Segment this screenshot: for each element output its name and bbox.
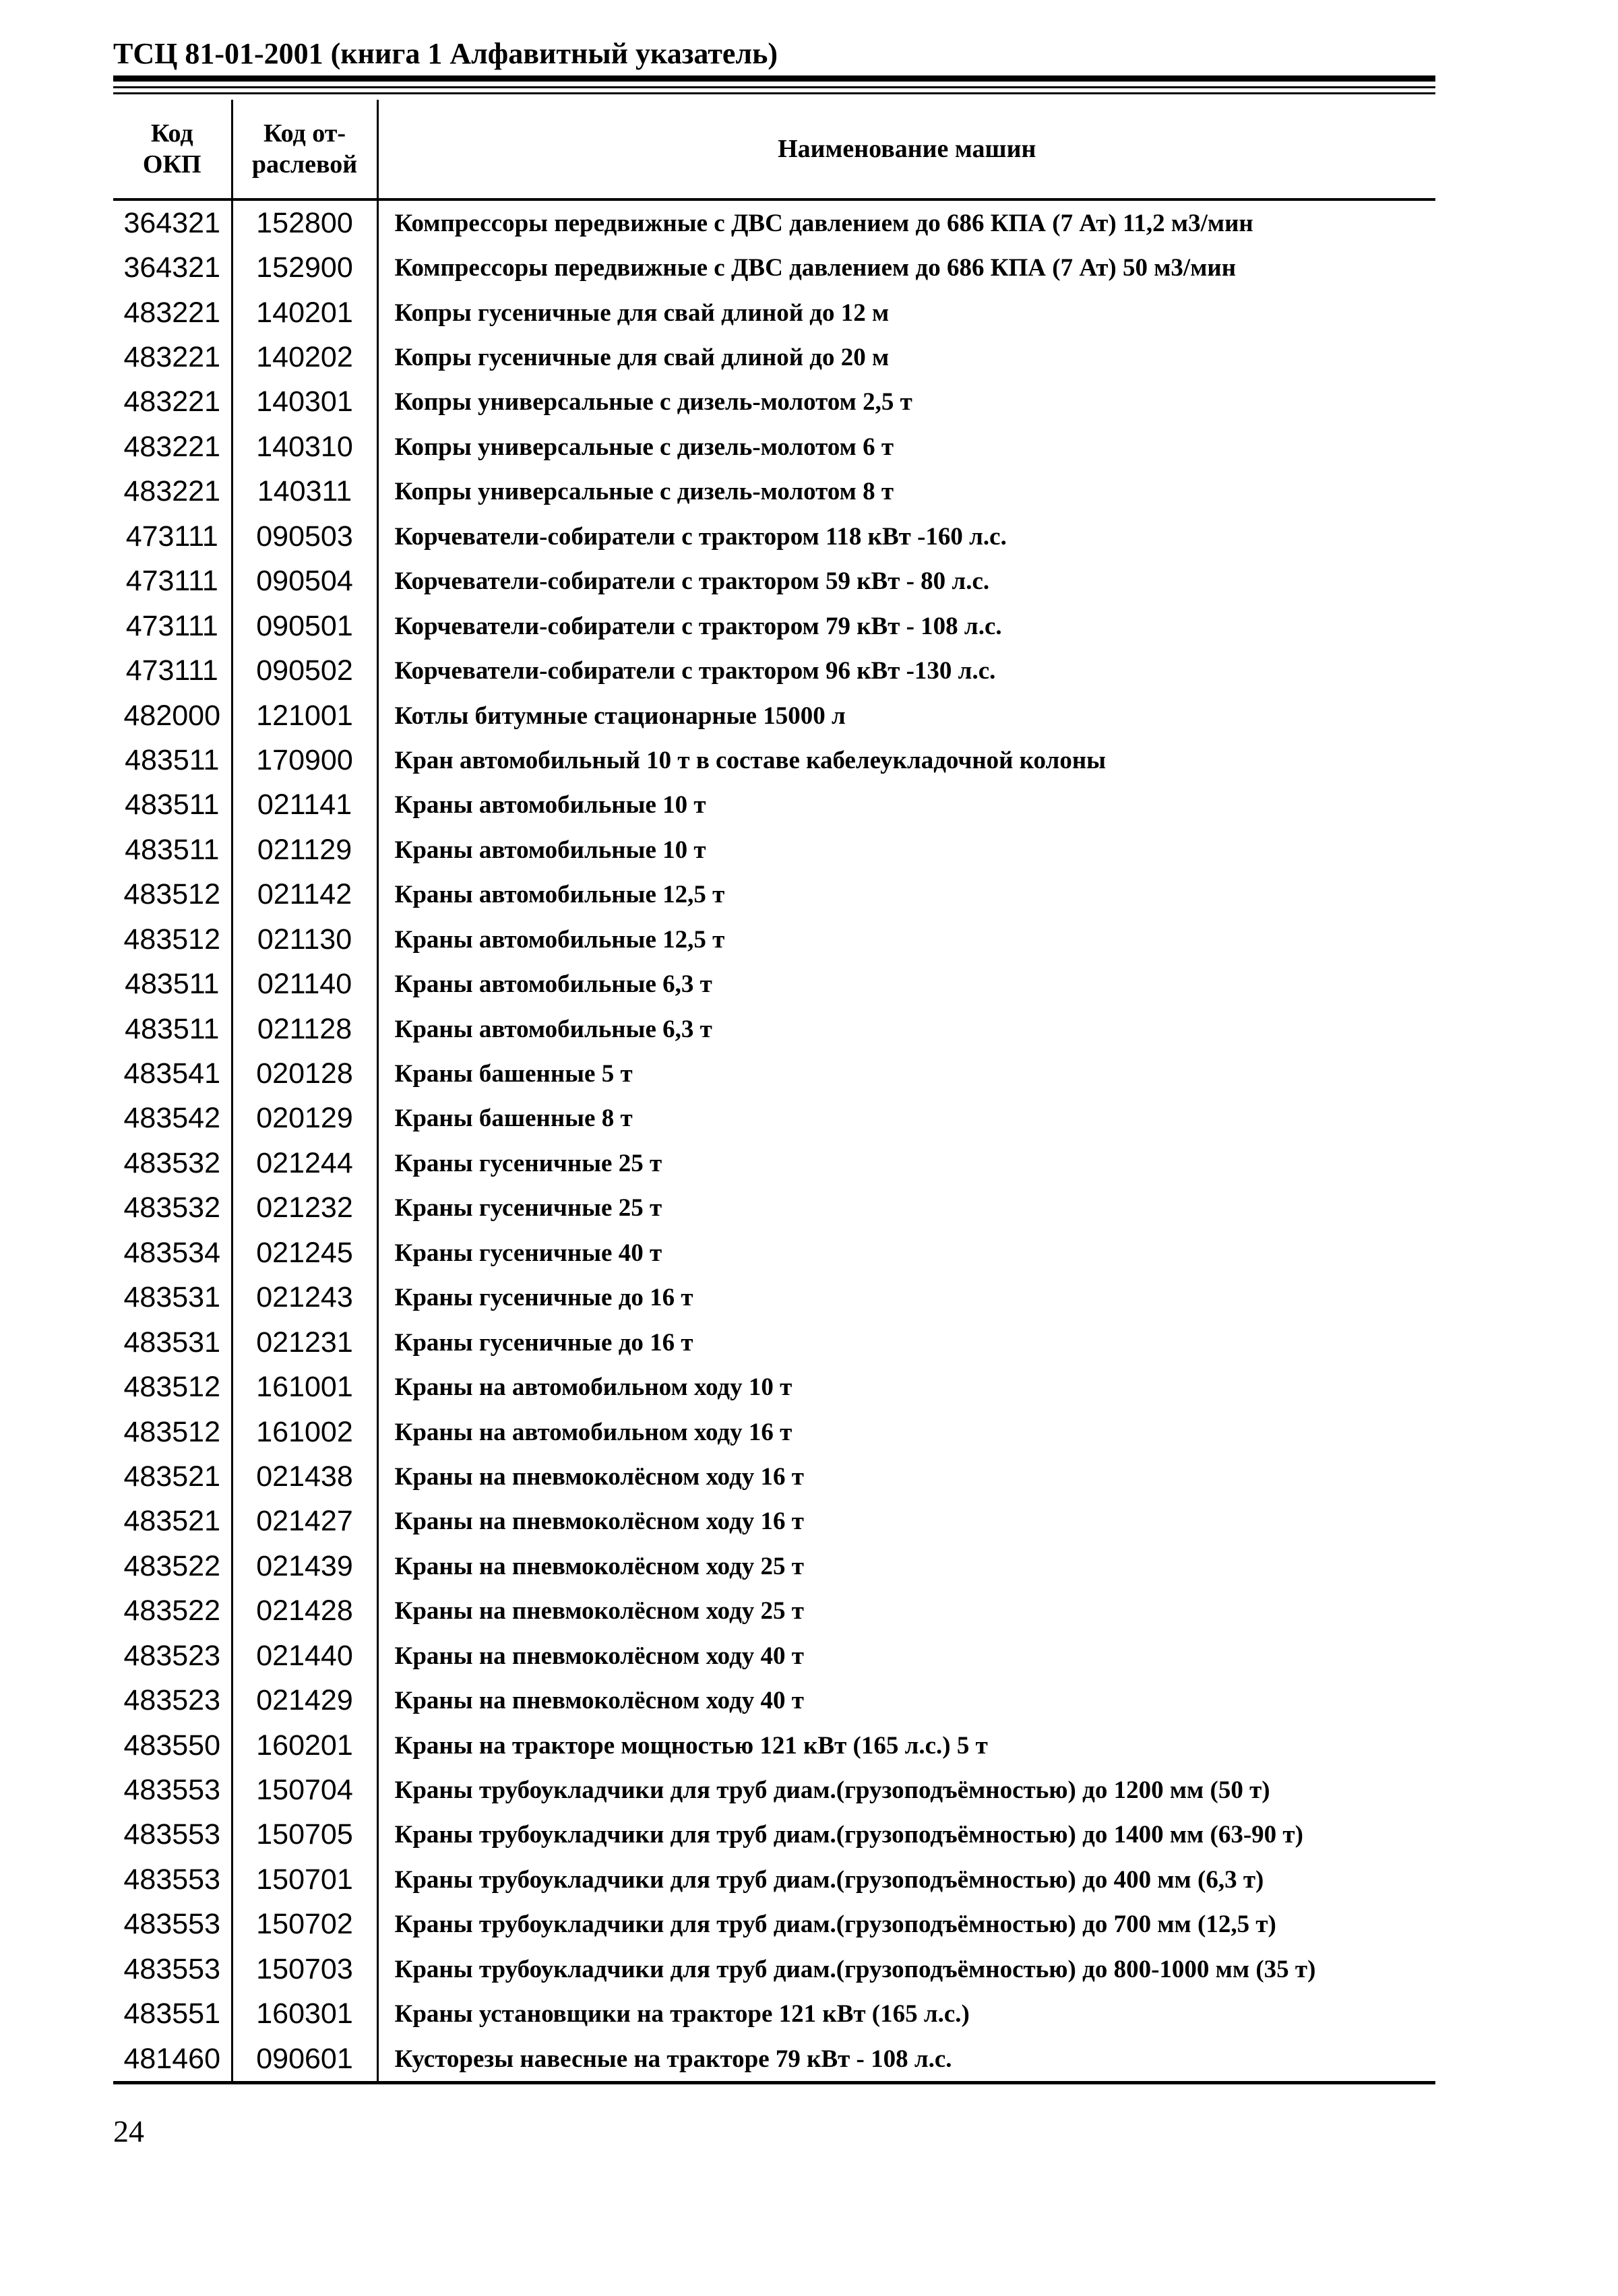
okp-code-cell: 483221: [113, 380, 232, 425]
branch-code-cell: 140202: [232, 335, 377, 379]
okp-code-cell: 483531: [113, 1276, 232, 1320]
machine-name-cell: Кран автомобильный 10 т в составе кабелеукладочной колоны: [394, 746, 1107, 774]
branch-code-cell: 160301: [232, 1992, 377, 2037]
table-row: [113, 380, 1435, 425]
branch-code-cell: 021244: [232, 1141, 377, 1185]
branch-code-cell: 021429: [232, 1678, 377, 1723]
okp-code-cell: 483553: [113, 1902, 232, 1947]
machine-name-cell: Краны трубоукладчики для труб диам.(грузоподъёмностью) до 800-1000 мм (35 т): [394, 1955, 1316, 1983]
table-row: [113, 290, 1435, 335]
machine-name-cell: Корчеватели-собиратели с трактором 118 кВт -160 л.с.: [394, 522, 1007, 551]
machine-name-cell: Краны автомобильные 10 т: [394, 791, 706, 819]
table-row: [113, 1813, 1435, 1857]
branch-code-cell: 020128: [232, 1051, 377, 1096]
okp-code-cell: 483553: [113, 1813, 232, 1857]
table-row: [113, 1276, 1435, 1320]
table-row: [113, 514, 1435, 559]
table-header-row: [113, 100, 1435, 199]
machine-name-cell: Кусторезы навесные на тракторе 79 кВт - 108 л.с.: [377, 2037, 1435, 2083]
okp-code-cell: 483541: [113, 1051, 232, 1096]
okp-code-cell: 483511: [113, 1007, 232, 1051]
table-row: [113, 1723, 1435, 1768]
machine-name-cell: Краны автомобильные 10 т: [394, 836, 706, 864]
machine-name-cell: Краны на пневмоколёсном ходу 40 т: [394, 1687, 804, 1715]
page-header-title: ТСЦ 81-01-2001 (книга 1 Алфавитный указатель): [113, 37, 778, 70]
table-row: [113, 604, 1435, 648]
branch-code-cell: 021428: [232, 1589, 377, 1634]
okp-code-cell: 483512: [113, 1410, 232, 1454]
okp-code-cell: 473111: [113, 604, 232, 648]
okp-code-cell: 482000: [113, 693, 232, 738]
okp-code-cell: 483221: [113, 470, 232, 514]
okp-code-cell: 483532: [113, 1186, 232, 1231]
branch-code-cell: 140201: [232, 290, 377, 335]
machine-name-cell: Краны на пневмоколёсном ходу 16 т: [394, 1462, 804, 1491]
table-row: [113, 1186, 1435, 1231]
table-row: [113, 1365, 1435, 1409]
table-row: [113, 1544, 1435, 1588]
header-rule-thin-2: [113, 92, 1435, 94]
branch-code-cell: 170900: [232, 738, 377, 782]
machine-name-cell: Краны гусеничные 25 т: [394, 1194, 662, 1222]
okp-code-cell: 483511: [113, 962, 232, 1006]
branch-code-cell: 150701: [232, 1857, 377, 1902]
machine-name-cell: Компрессоры передвижные с ДВС давлением до 686 КПА (7 Ат) 50 м3/мин: [394, 254, 1237, 282]
okp-code-cell: 483512: [113, 873, 232, 917]
machine-name-cell: Копры универсальные с дизель-молотом 2,5 т: [394, 388, 912, 416]
table-row: [113, 962, 1435, 1006]
branch-code-cell: 161001: [232, 1365, 377, 1409]
okp-code-cell: 481460: [113, 2037, 232, 2083]
machine-name-cell: Копры универсальные с дизель-молотом 8 т: [394, 478, 894, 506]
header-rule-thin: [113, 86, 1435, 88]
okp-code-cell: 483511: [113, 783, 232, 828]
okp-code-cell: 483542: [113, 1096, 232, 1141]
machine-name-cell: Краны трубоукладчики для труб диам.(грузоподъёмностью) до 1400 мм (63-90 т): [394, 1821, 1303, 1849]
machine-name-cell: Корчеватели-собиратели с трактором 59 кВт - 80 л.с.: [394, 567, 990, 596]
okp-code-cell: 364321: [113, 199, 232, 245]
machine-name-cell: Корчеватели-собиратели с трактором 96 кВт -130 л.с.: [394, 657, 996, 685]
table-row: [113, 1410, 1435, 1454]
okp-code-cell: 483553: [113, 1768, 232, 1812]
okp-code-cell: 483553: [113, 1857, 232, 1902]
machine-name-cell: Краны автомобильные 6,3 т: [394, 1015, 712, 1043]
okp-code-cell: 483551: [113, 1992, 232, 2037]
table-row: [113, 1096, 1435, 1141]
branch-code-cell: 090503: [232, 514, 377, 559]
table-row: [113, 738, 1435, 782]
branch-code-cell: 021231: [232, 1320, 377, 1365]
table-body: [113, 199, 1435, 2083]
table-row: [113, 1231, 1435, 1275]
table-row: [113, 1454, 1435, 1499]
machine-name-cell: Краны трубоукладчики для труб диам.(грузоподъёмностью) до 700 мм (12,5 т): [394, 1911, 1276, 1939]
table-row: [113, 1857, 1435, 1902]
table-row: [113, 1634, 1435, 1678]
branch-code-cell: 021140: [232, 962, 377, 1006]
okp-code-cell: 483521: [113, 1454, 232, 1499]
machine-name-cell: Копры гусеничные для свай длиной до 20 м: [394, 344, 890, 372]
machine-name-cell: Краны на пневмоколёсном ходу 40 т: [394, 1642, 804, 1670]
table-row: [113, 1678, 1435, 1723]
branch-code-cell: 150705: [232, 1813, 377, 1857]
machine-name-cell: Краны на пневмоколёсном ходу 16 т: [394, 1508, 804, 1536]
branch-code-cell: 121001: [232, 693, 377, 738]
branch-code-cell: 020129: [232, 1096, 377, 1141]
branch-code-cell: 090502: [232, 648, 377, 693]
okp-code-cell: 473111: [113, 559, 232, 604]
branch-code-cell: 150704: [232, 1768, 377, 1812]
table-row: [113, 1007, 1435, 1051]
table-row: [113, 2037, 1435, 2083]
table-row: [113, 693, 1435, 738]
branch-code-cell: 021128: [232, 1007, 377, 1051]
header-branch-line-1: Код от-: [263, 119, 346, 148]
header-okp-line-2: ОКП: [142, 150, 201, 179]
machine-name-cell: Компрессоры передвижные с ДВС давлением до 686 КПА (7 Ат) 11,2 м3/мин: [394, 209, 1253, 237]
branch-code-cell: 090501: [232, 604, 377, 648]
table-row: [113, 1992, 1435, 2037]
table-row: [113, 559, 1435, 604]
okp-code-cell: 483521: [113, 1499, 232, 1544]
branch-code-cell: 090601: [232, 2037, 377, 2083]
branch-code-cell: 021141: [232, 783, 377, 828]
okp-code-cell: 483523: [113, 1678, 232, 1723]
branch-code-cell: 021243: [232, 1276, 377, 1320]
table-row: [113, 425, 1435, 469]
machine-name-cell: Краны автомобильные 12,5 т: [394, 925, 725, 954]
machine-name-cell: Краны башенные 5 т: [394, 1060, 633, 1088]
column-header-machine-name: Наименование машин: [377, 100, 1435, 199]
machine-name-cell: Корчеватели-собиратели с трактором 79 кВт - 108 л.с.: [394, 612, 1002, 640]
table-row: [113, 783, 1435, 828]
branch-code-cell: 021130: [232, 917, 377, 962]
branch-code-cell: 021440: [232, 1634, 377, 1678]
machine-name-cell: Краны установщики на тракторе 121 кВт (165 л.с.): [394, 2000, 970, 2028]
okp-code-cell: 483221: [113, 290, 232, 335]
branch-code-cell: 140310: [232, 425, 377, 469]
branch-code-cell: 150702: [232, 1902, 377, 1947]
table-row: [113, 470, 1435, 514]
header-okp-line-1: Код: [150, 119, 193, 148]
branch-code-cell: 140311: [232, 470, 377, 514]
machine-name-cell: Краны гусеничные до 16 т: [394, 1284, 693, 1312]
okp-code-cell: 483511: [113, 828, 232, 872]
table-row: [113, 1768, 1435, 1812]
okp-code-cell: 483221: [113, 425, 232, 469]
branch-code-cell: 140301: [232, 380, 377, 425]
branch-code-cell: 021427: [232, 1499, 377, 1544]
table-row: [113, 1499, 1435, 1544]
okp-code-cell: 483531: [113, 1320, 232, 1365]
machine-name-cell: Краны трубоукладчики для труб диам.(грузоподъёмностью) до 1200 мм (50 т): [394, 1776, 1270, 1805]
branch-code-cell: 021439: [232, 1544, 377, 1588]
okp-code-cell: 473111: [113, 648, 232, 693]
okp-code-cell: 483553: [113, 1947, 232, 1991]
machine-name-cell: Краны гусеничные 40 т: [394, 1239, 662, 1267]
column-header-branch-code: [232, 100, 377, 199]
table-row: [113, 828, 1435, 872]
header-rule-thick: [113, 75, 1435, 82]
branch-code-cell: 152800: [232, 199, 377, 245]
okp-code-cell: 473111: [113, 514, 232, 559]
machine-name-cell: Краны гусеничные до 16 т: [394, 1328, 693, 1357]
table-row: [113, 1589, 1435, 1634]
okp-code-cell: 364321: [113, 245, 232, 290]
machine-name-cell: Краны на пневмоколёсном ходу 25 т: [394, 1597, 804, 1625]
branch-code-cell: 152900: [232, 245, 377, 290]
page-number: 24: [113, 2114, 144, 2148]
machine-name-cell: Краны башенные 8 т: [394, 1105, 633, 1133]
branch-code-cell: 161002: [232, 1410, 377, 1454]
table-row: [113, 1320, 1435, 1365]
branch-code-cell: 090504: [232, 559, 377, 604]
okp-code-cell: 483523: [113, 1634, 232, 1678]
branch-code-cell: 021142: [232, 873, 377, 917]
table-row: [113, 199, 1435, 245]
branch-code-cell: 021232: [232, 1186, 377, 1231]
machine-name-cell: Котлы битумные стационарные 15000 л: [394, 702, 846, 730]
table-row: [113, 1051, 1435, 1096]
machine-name-cell: Копры универсальные с дизель-молотом 6 т: [394, 433, 894, 461]
machine-name-cell: Краны на автомобильном ходу 16 т: [394, 1418, 792, 1446]
column-header-okp-code: [113, 100, 232, 199]
machine-name-cell: Краны трубоукладчики для труб диам.(грузоподъёмностью) до 400 мм (6,3 т): [394, 1865, 1264, 1894]
okp-code-cell: 483534: [113, 1231, 232, 1275]
machine-name-cell: Копры гусеничные для свай длиной до 12 м: [394, 299, 890, 327]
machine-name-cell: Краны на автомобильном ходу 10 т: [394, 1373, 792, 1402]
machine-name-cell: Краны гусеничные 25 т: [394, 1149, 662, 1177]
okp-code-cell: 483511: [113, 738, 232, 782]
branch-code-cell: 021129: [232, 828, 377, 872]
table-row: [113, 873, 1435, 917]
branch-code-cell: 021245: [232, 1231, 377, 1275]
header-branch-line-2: раслевой: [251, 150, 358, 179]
okp-code-cell: 483221: [113, 335, 232, 379]
table-row: [113, 1947, 1435, 1991]
okp-code-cell: 483522: [113, 1589, 232, 1634]
machine-name-cell: Краны на тракторе мощностью 121 кВт (165 л.с.) 5 т: [394, 1731, 988, 1760]
okp-code-cell: 483522: [113, 1544, 232, 1588]
table-row: [113, 1902, 1435, 1947]
branch-code-cell: 150703: [232, 1947, 377, 1991]
machine-name-cell: Краны на пневмоколёсном ходу 25 т: [394, 1552, 804, 1580]
table-row: [113, 335, 1435, 379]
table-row: [113, 245, 1435, 290]
machine-name-cell: Краны автомобильные 6,3 т: [394, 970, 712, 999]
branch-code-cell: 021438: [232, 1454, 377, 1499]
table-row: [113, 917, 1435, 962]
okp-code-cell: 483512: [113, 1365, 232, 1409]
okp-code-cell: 483532: [113, 1141, 232, 1185]
okp-code-cell: 483550: [113, 1723, 232, 1768]
machines-index-table: [113, 100, 1435, 2084]
branch-code-cell: 160201: [232, 1723, 377, 1768]
okp-code-cell: 483512: [113, 917, 232, 962]
table-row: [113, 648, 1435, 693]
machine-name-cell: Краны автомобильные 12,5 т: [394, 881, 725, 909]
table-row: [113, 1141, 1435, 1185]
